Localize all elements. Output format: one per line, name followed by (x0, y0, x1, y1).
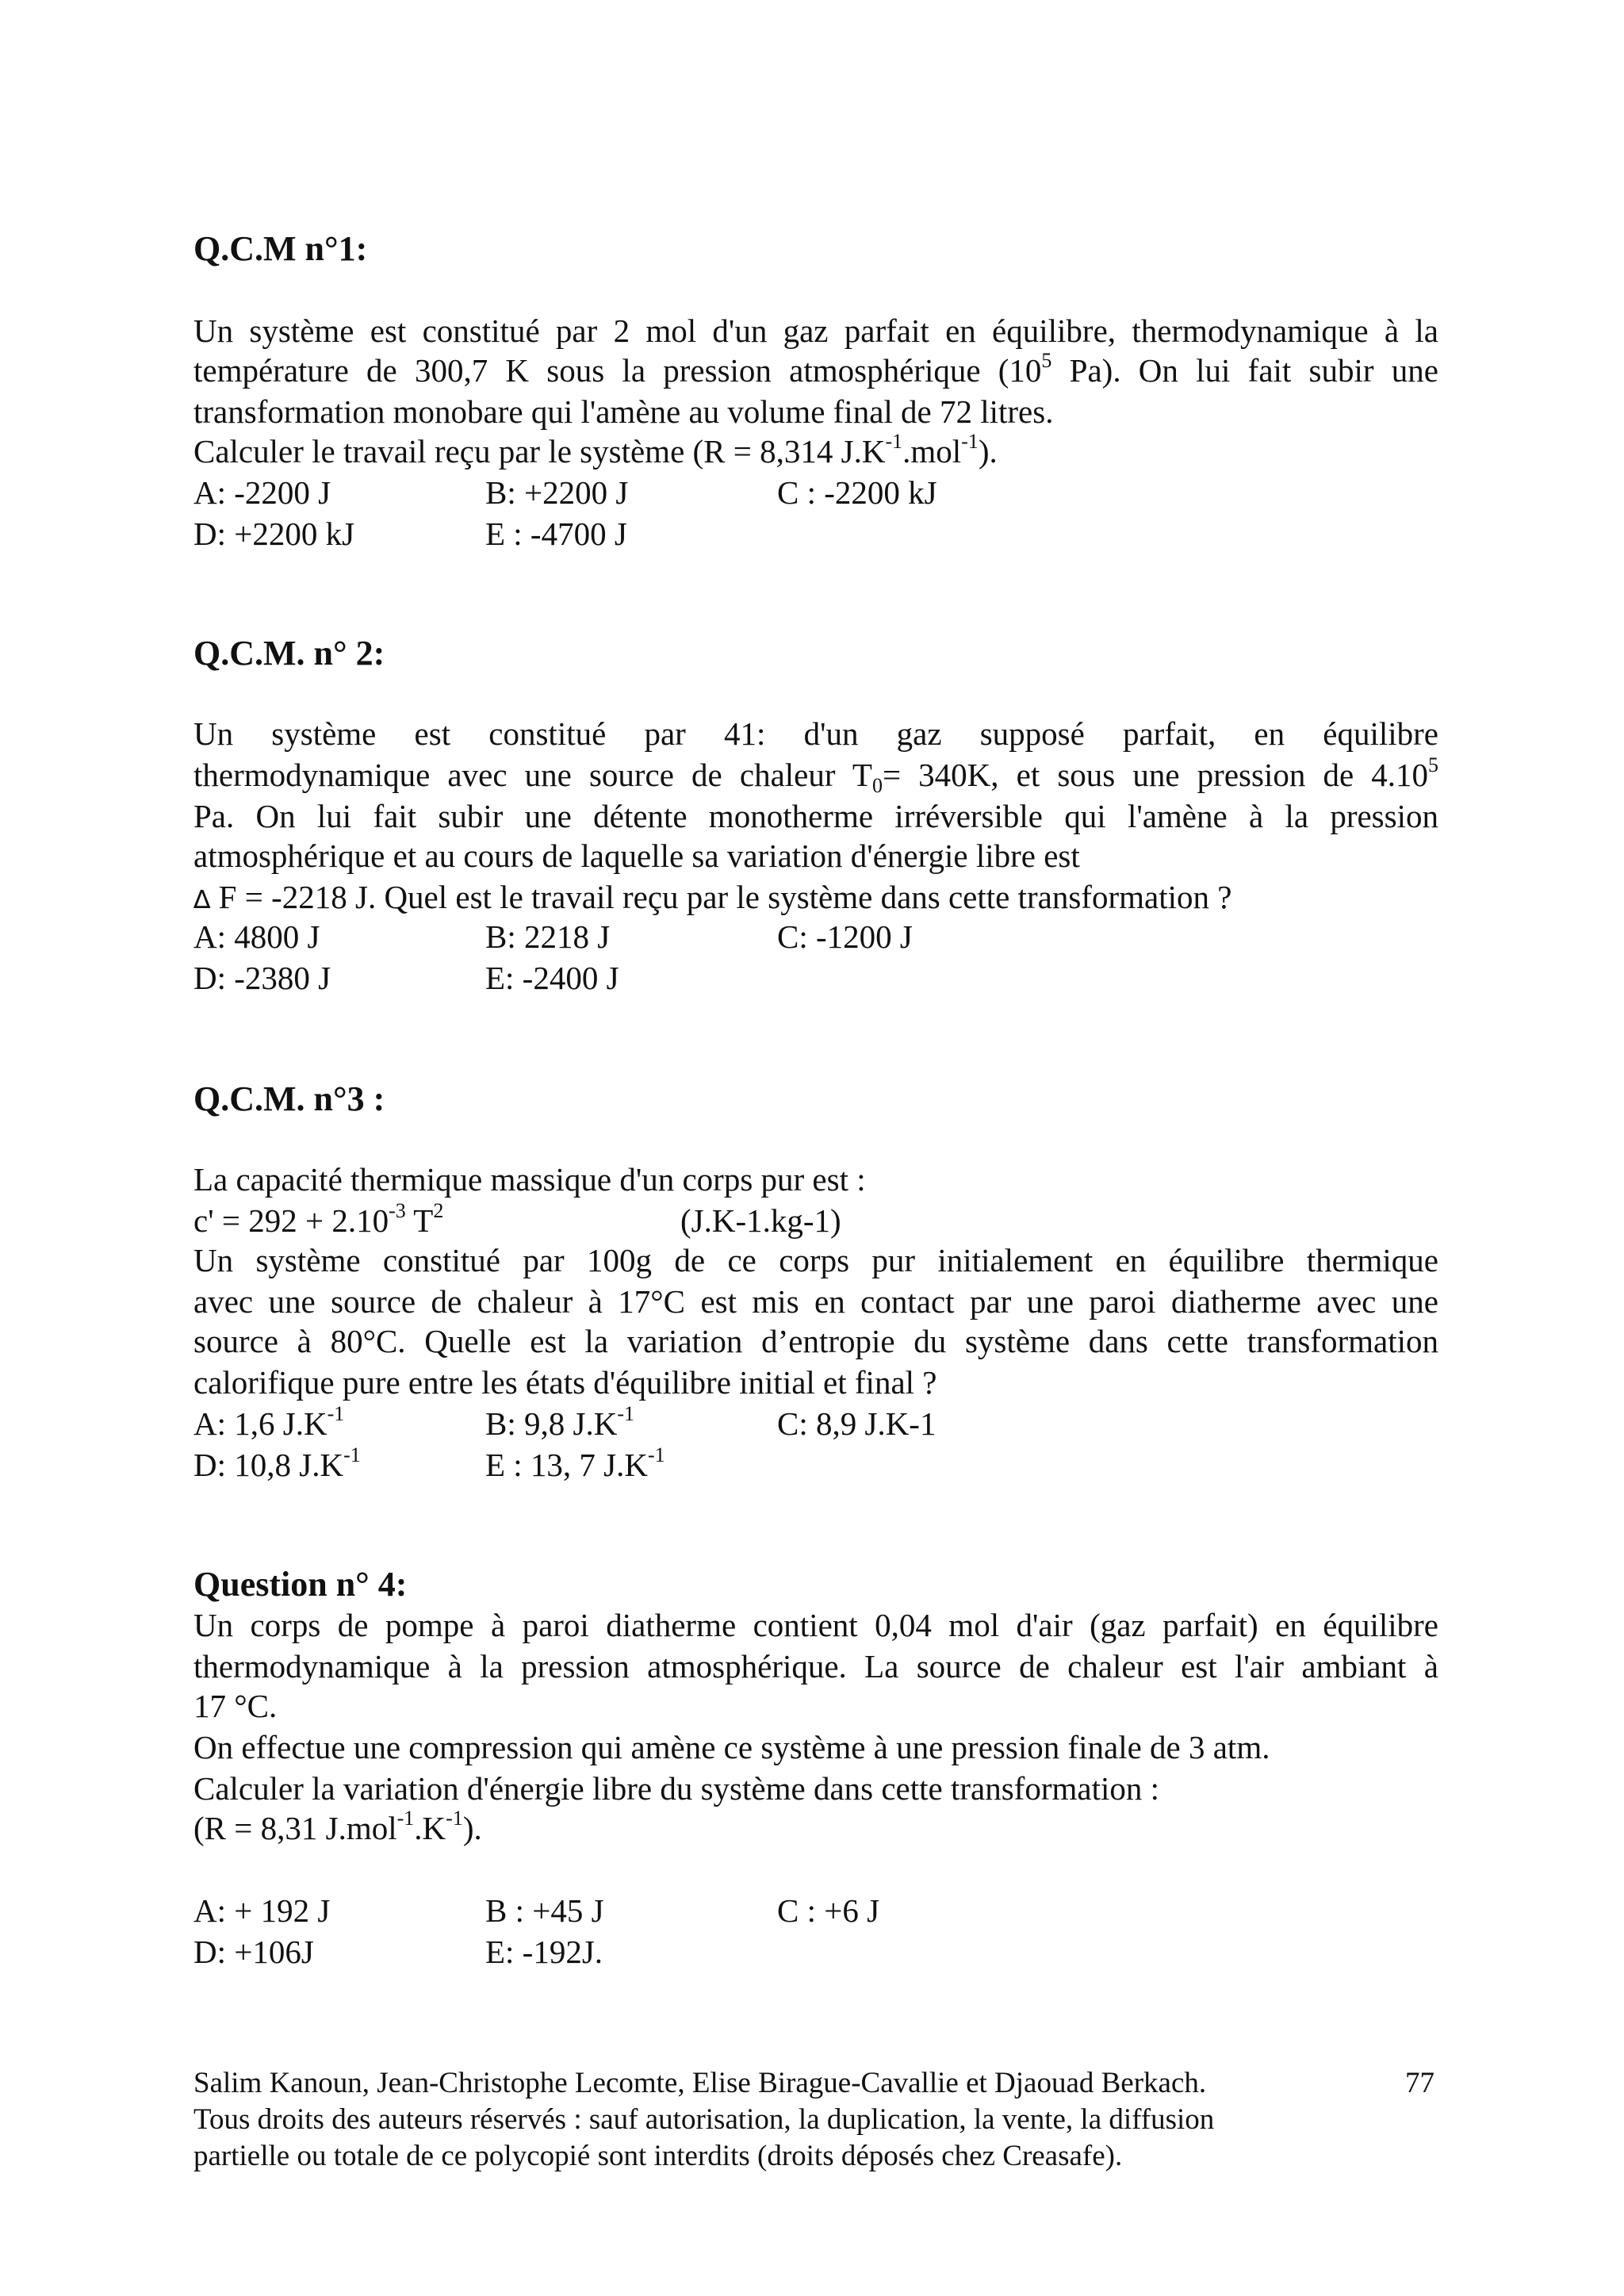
q3-option-a: A: 1,6 $J.K^{-1}$ (193, 1402, 345, 1442)
page-number: 77 (1405, 2067, 1434, 2099)
q2-title: Q.C.M. n° 2: (193, 634, 385, 673)
footer-rights-2: partielle ou totale de ce polycopié sont interdits (droits déposés chez Creasafe). (193, 2140, 1123, 2172)
q4-line-3: 17 °C. (193, 1688, 278, 1724)
q1-option-b: B: +2200 J (485, 474, 629, 511)
q2-option-b: B: 2218 J (485, 918, 611, 955)
q3-line-4: avec une source de chaleur à 17°C est mis en contact par une paroi diatherme avec une (193, 1283, 1438, 1320)
q2-line-5: ∆ F = -2218 J. Quel est le travail reçu par le système dans cette transformation ? (193, 879, 1232, 915)
q1-title: Q.C.M n°1: (193, 229, 368, 268)
q2-option-a: A: 4800 J (193, 918, 320, 955)
q1-line-3: transformation monobare qui l'amène au volume final de 72 litres. (193, 393, 1054, 430)
q3-line-2: $c' = 292 + 2.10^{-3}$ $T^2$ (193, 1199, 444, 1239)
q3-line-3: Un système constitué par 100g de ce corps pur initialement en équilibre thermique (193, 1242, 1438, 1278)
q3-line-6: calorifique pure entre les états d'équilibre initial et final ? (193, 1364, 937, 1401)
q4-title: Question n° 4: (193, 1565, 408, 1604)
q4-option-c: C : +6 J (777, 1892, 880, 1929)
q4-line-1: Un corps de pompe à paroi diatherme contient 0,04 mol d'air (gaz parfait) en équilibre (193, 1607, 1438, 1643)
q3-option-c: C: 8,9 J.K-1 (777, 1405, 936, 1442)
q4-line-4: On effectue une compression qui amène ce système à une pression finale de 3 atm. (193, 1729, 1270, 1765)
q1-option-d: D: +2200 kJ (193, 516, 355, 552)
q4-option-a: A: + 192 J (193, 1892, 331, 1929)
delta-symbol: ∆ (193, 884, 211, 914)
q4-option-e: E: -192J. (485, 1934, 603, 1970)
q3-unit: (J.K-1.kg-1) (680, 1202, 841, 1239)
q2-line-1: Un système est constitué par 41: d'un gaz supposé parfait, en équilibre (193, 715, 1438, 752)
q1-option-a: A: -2200 J (193, 474, 331, 511)
q3-option-d: D: 10,8 $J.K^{-1}$ (193, 1443, 361, 1483)
q3-title: Q.C.M. n°3 : (193, 1079, 385, 1118)
footer-rights-1: Tous droits des auteurs réservés : sauf autorisation, la duplication, la vente, la diffusion (193, 2103, 1215, 2136)
q1-line-2: température de 300,7 K sous la pression atmosphérique ($10^5$ Pa). On lui fait subir une (193, 349, 1438, 389)
q3-line-5: source à 80°C. Quelle est la variation d’entropie du système dans cette transformation (193, 1323, 1438, 1359)
q2-line-3: Pa. On lui fait subir une détente monotherme irréversible qui l'amène à la pression (193, 798, 1438, 834)
q3-line-1: La capacité thermique massique d'un corps pur est : (193, 1161, 866, 1198)
q1-option-e: E : -4700 J (485, 516, 627, 552)
q1-line-1: Un système est constitué par 2 mol d'un gaz parfait en équilibre, thermodynamique à la (193, 312, 1438, 349)
q2-option-c: C: -1200 J (777, 918, 913, 955)
q4-option-d: D: +106J (193, 1934, 314, 1970)
q2-line-4: atmosphérique et au cours de laquelle sa variation d'énergie libre est (193, 838, 1080, 874)
footer-authors: Salim Kanoun, Jean-Christophe Lecomte, Elise Birague-Cavallie et Djaouad Berkach. (193, 2067, 1207, 2099)
q3-option-e: E : 13, 7 $J.K^{-1}$ (485, 1443, 665, 1483)
q4-line-5: Calculer la variation d'énergie libre du système dans cette transformation : (193, 1770, 1159, 1807)
q3-option-b: B: 9,8 $J.K^{-1}$ (485, 1402, 634, 1442)
q4-line-2: thermodynamique à la pression atmosphérique. La source de chaleur est l'air ambiant à (193, 1648, 1438, 1685)
q1-option-c: C : -2200 kJ (777, 474, 937, 511)
q4-option-b: B : +45 J (485, 1892, 604, 1929)
q2-option-e: E: -2400 J (485, 960, 619, 996)
q2-option-d: D: -2380 J (193, 960, 331, 996)
q4-line-6: (R = 8,31 $J.mol^{-1}.K^{-1}$). (193, 1807, 482, 1846)
q2-line-2: thermodynamique avec une source de chaleur $T_0= 340K$, et sous une pression de 4.10$^5$ (193, 753, 1439, 797)
q1-line-4: Calculer le travail reçu par le système (R = 8,314 $J.K^{-1}.mol^{-1}$). (193, 430, 998, 470)
